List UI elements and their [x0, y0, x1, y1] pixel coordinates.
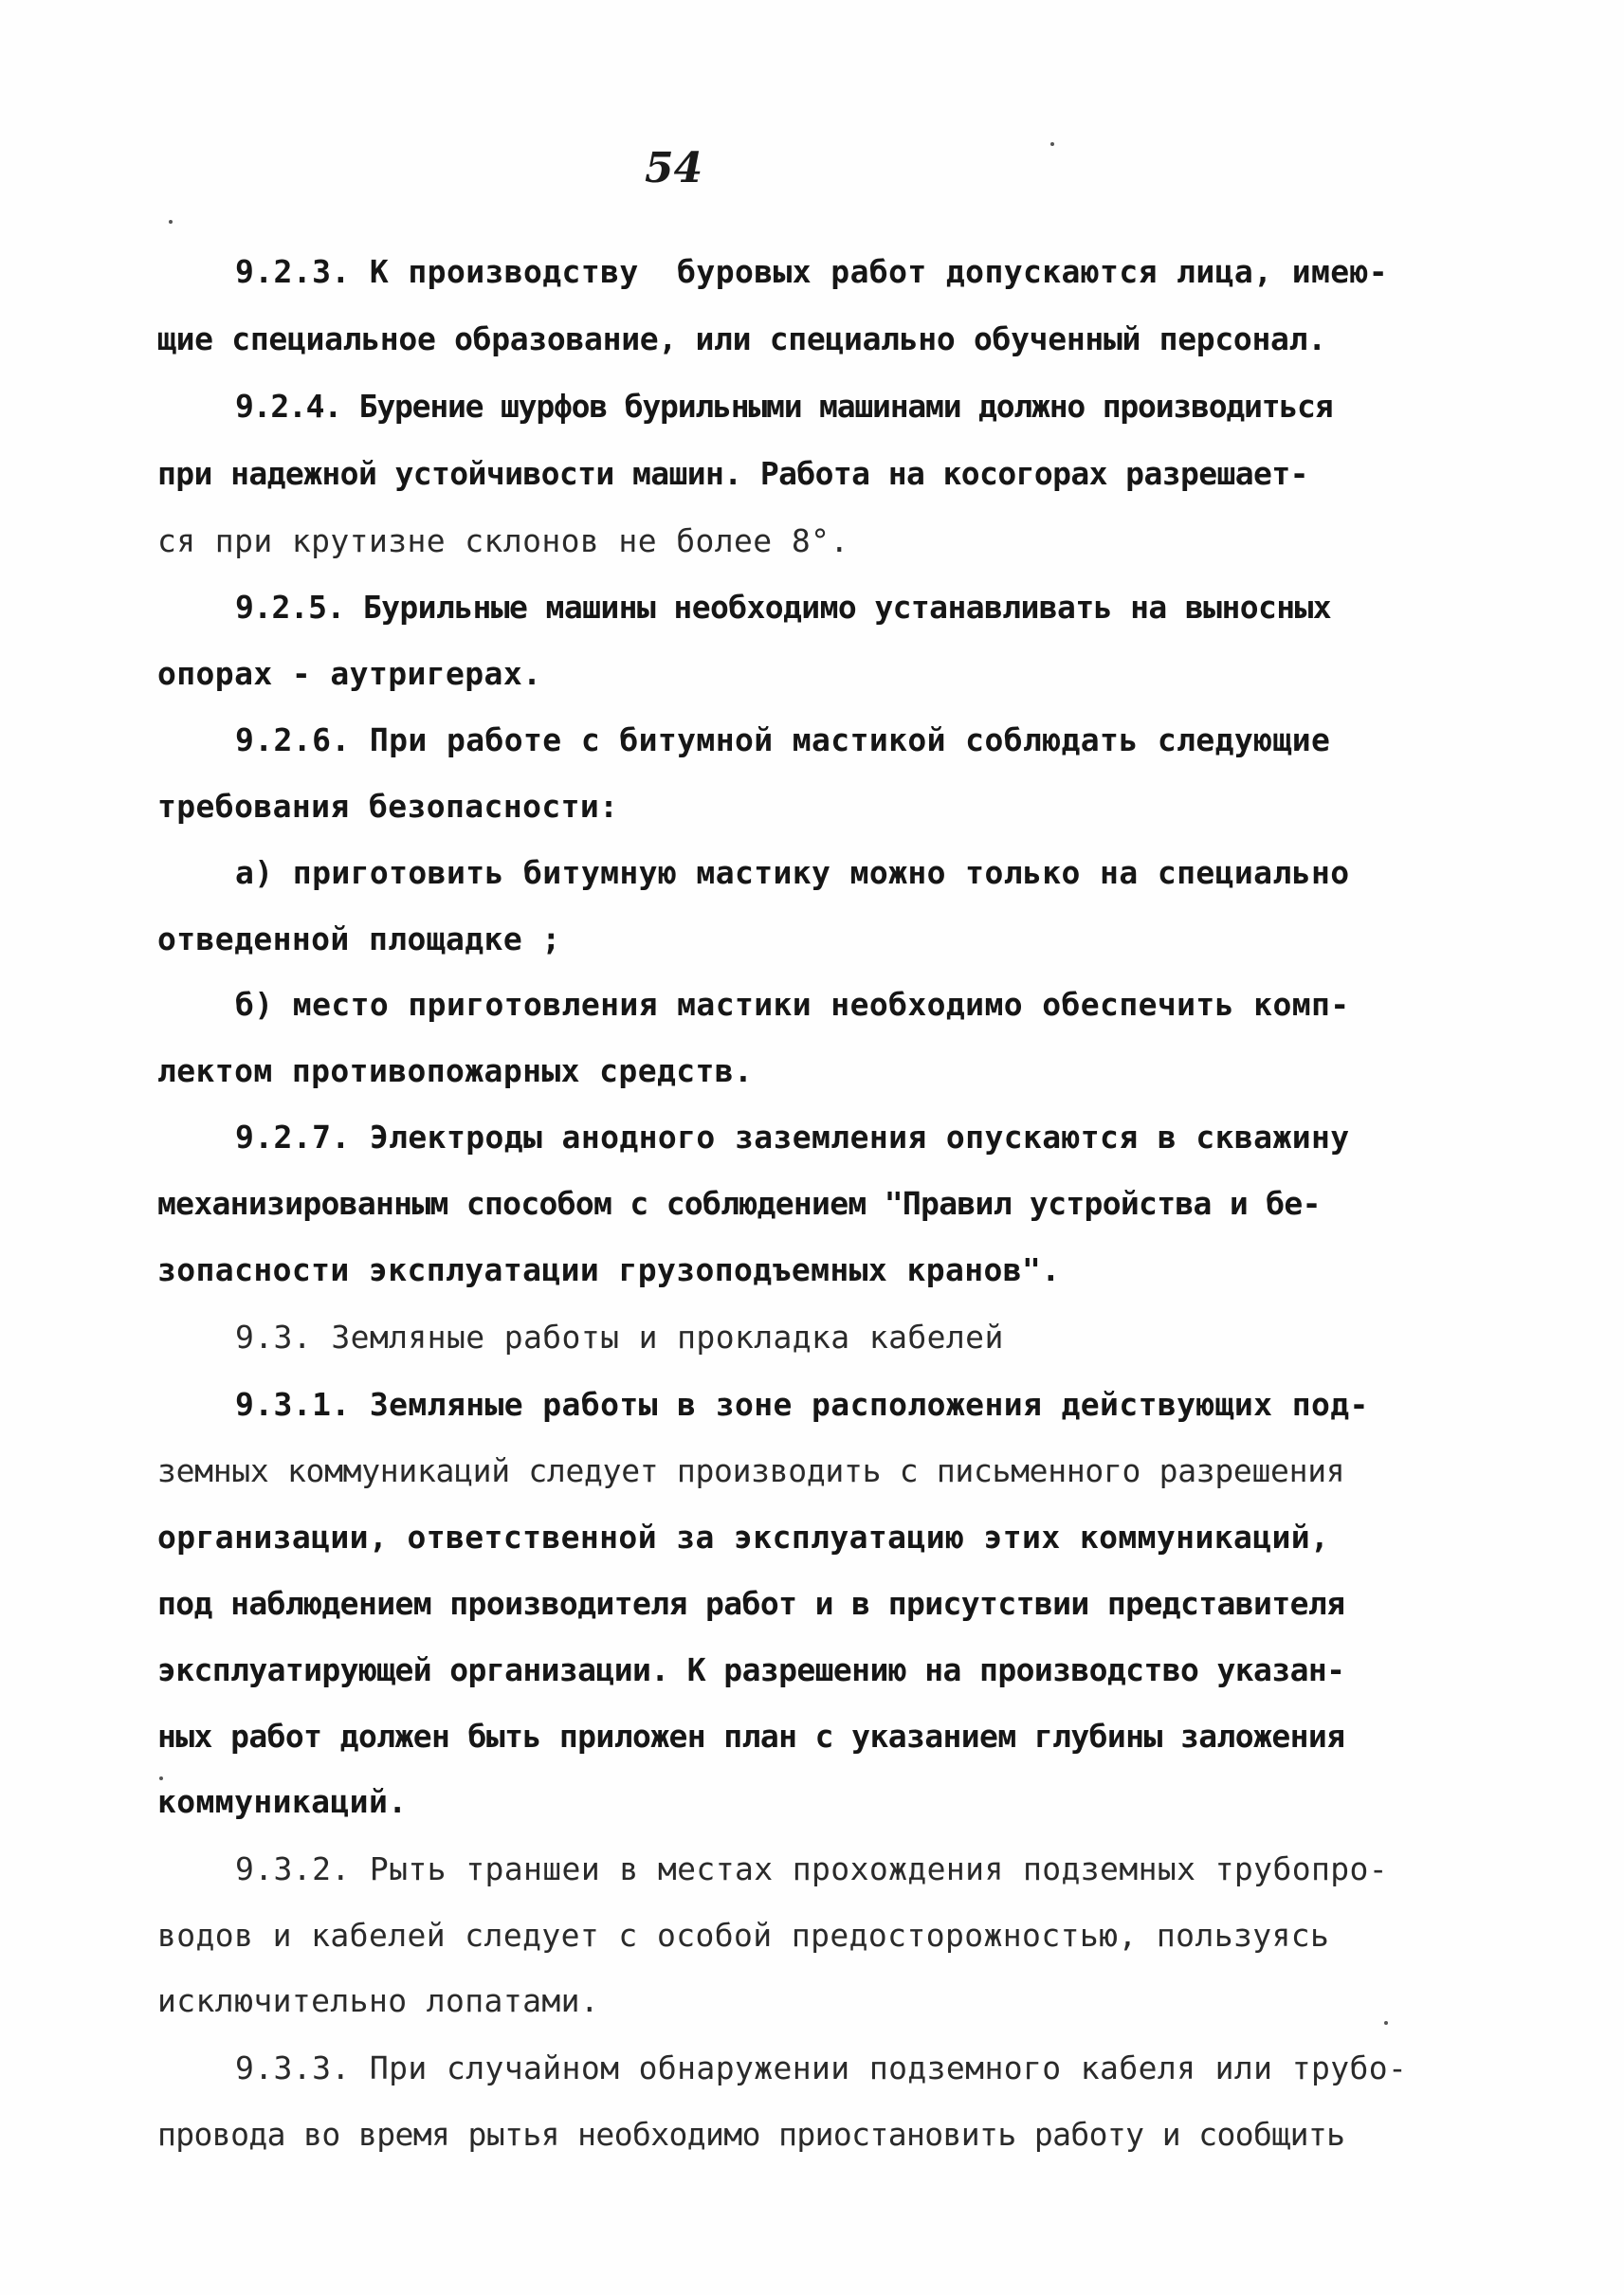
scan-speck [169, 220, 173, 224]
text-line-6: 9.2.5. Бурильные машины необходимо устанавливать на выносных [235, 589, 1332, 626]
text-line-28: 9.3.3. При случайном обнаружении подземного кабеля или трубо- [235, 2049, 1408, 2086]
scan-speck [1050, 142, 1054, 146]
text-line-8: 9.2.6. При работе с битумной мастикой соблюдать следующие [235, 721, 1331, 758]
text-line-20: организации, ответственной за эксплуатацию этих коммуникаций, [157, 1519, 1330, 1556]
scan-speck [159, 1776, 163, 1780]
text-line-9: требования безопасности: [157, 788, 619, 825]
text-line-21: под наблюдением производителя работ и в присутствии представителя [157, 1585, 1345, 1622]
text-line-11: отведенной площадке ; [157, 920, 561, 957]
text-line-7: опорах - аутригерах. [157, 655, 542, 692]
text-line-14: 9.2.7. Электроды анодного заземления опускаются в скважину [235, 1119, 1350, 1156]
text-line-1: 9.2.3. К производству буровых работ допускаются лица, имею- [235, 253, 1389, 290]
text-line-23: ных работ должен быть приложен план с указанием глубины заложения [157, 1718, 1345, 1755]
text-line-25: 9.3.2. Рыть траншеи в местах прохождения подземных трубопро- [235, 1850, 1389, 1887]
text-line-10: а) приготовить битумную мастику можно только на специально [235, 854, 1350, 891]
text-line-16: зопасности эксплуатации грузоподъемных кранов". [157, 1251, 1061, 1288]
text-line-24: коммуникаций. [157, 1783, 408, 1820]
text-line-5: ся при крутизне склонов не более 8°. [157, 522, 849, 559]
text-line-3: 9.2.4. Бурение шурфов бурильными машинами должно производиться [235, 388, 1333, 425]
text-line-15: механизированным способом с соблюдением "Правил устройства и бе- [157, 1185, 1321, 1222]
page-number: 54 [645, 144, 703, 192]
text-line-27: исключительно лопатами. [157, 1982, 600, 2019]
section-heading-9-3: 9.3. Земляные работы и прокладка кабелей [235, 1319, 1004, 1356]
scan-speck [1384, 2021, 1388, 2025]
text-line-26: водов и кабелей следует с особой предосторожностью, пользуясь [157, 1917, 1330, 1954]
text-line-22: эксплуатирующей организации. К разрешению на производство указан- [157, 1651, 1345, 1688]
text-line-2: щие специальное образование, или специально обученный персонал. [157, 320, 1326, 357]
text-line-13: лектом противопожарных средств. [157, 1052, 754, 1089]
text-line-12: б) место приготовления мастики необходимо обеспечить комп- [235, 986, 1350, 1023]
text-line-19: земных коммуникаций следует производить с письменного разрешения [157, 1452, 1345, 1489]
text-line-29: провода во время рытья необходимо приостановить работу и сообщить [157, 2116, 1345, 2153]
text-line-18: 9.3.1. Земляные работы в зоне расположения действующих под- [235, 1386, 1369, 1423]
text-line-4: при надежной устойчивости машин. Работа на косогорах разрешает- [157, 455, 1308, 492]
